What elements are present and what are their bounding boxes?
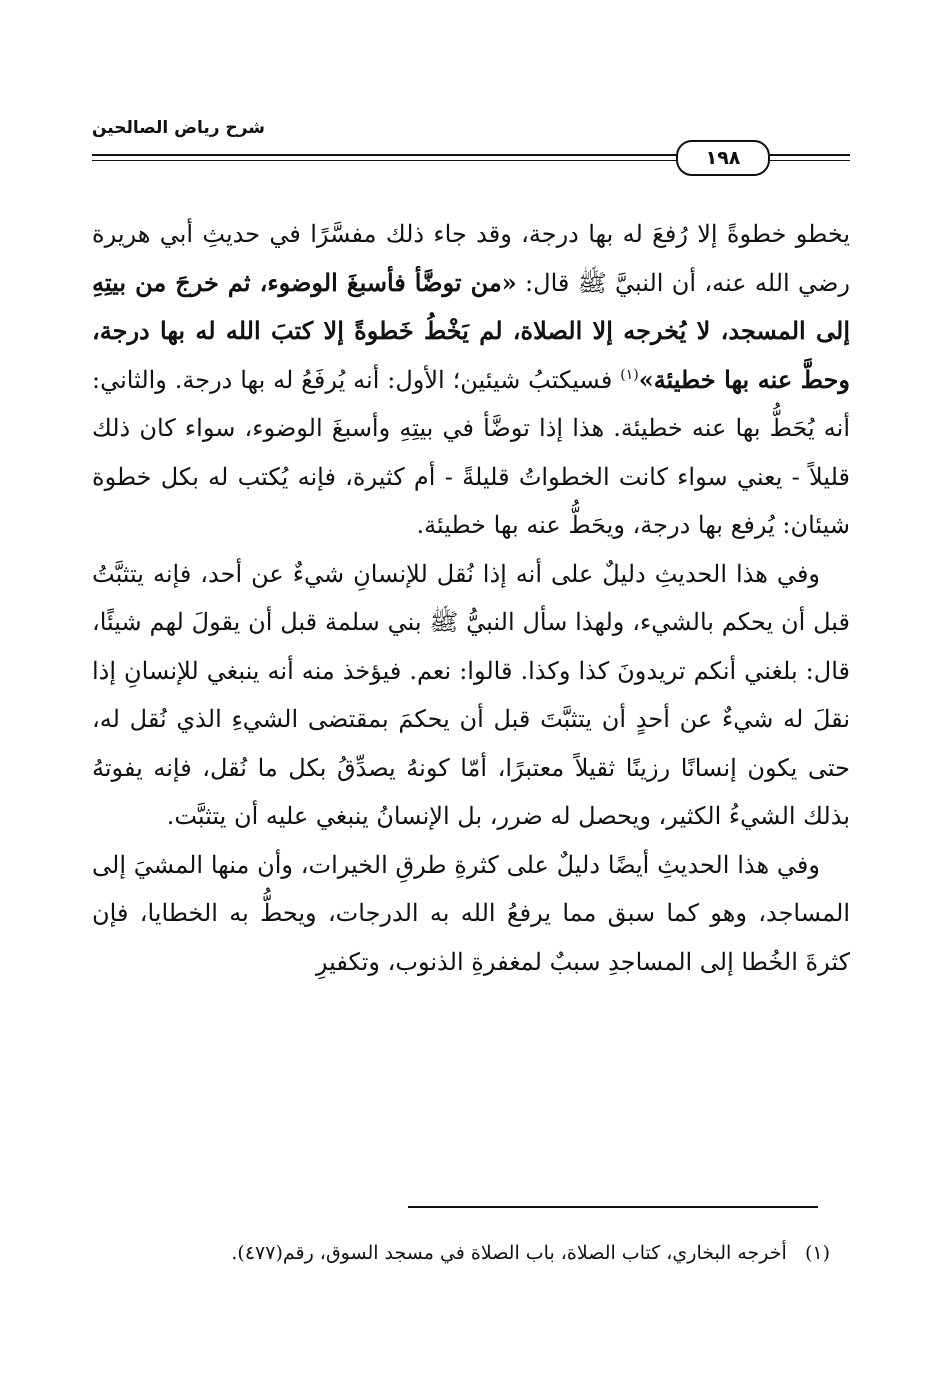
paragraph-1 bbox=[92, 210, 850, 550]
paragraph-2: وفي هذا الحديثِ دليلٌ على أنه إذا نُقل للإنسانِ شيءٌ عن أحد، فإنه يتثبَّتُ قبل أن يحكم بالشيء، ولهذا سأل النبيُّ ﷺ بني سلمة قبل أن يقولَ لهم شيئًا، قال: بلغني أنكم تريدونَ كذا وكذا. قالوا: نعم. فيؤخذ منه أنه ينبغي للإنسانِ إذا نقلَ له شيءٌ عن أحدٍ أن يتثبَّتَ قبل أن يحكمَ بمقتضى الشيءِ الذي نُقل له، حتى يكون إنسانًا رزينًا ثقيلاً معتبرًا، أمّا كونهُ يصدِّقُ بكل ما نُقل، فإنه يفوتهُ بذلك الشيءُ الكثير، ويحصل له ضرر، بل الإنسانُ ينبغي عليه أن يتثبَّت. bbox=[92, 559, 850, 830]
hadith-quote: «من توضَّأ فأسبغَ الوضوء، ثم خرجَ من بيتِهِ إلى المسجد، لا يُخرجه إلا الصلاة، لم يَخْطُ خَطوةً إلا كتبَ الله له بها درجة، وحطَّ عنه بها خطيئة» bbox=[92, 267, 850, 394]
page-number-badge: ١٩٨ bbox=[676, 140, 770, 176]
main-text bbox=[92, 210, 850, 986]
paragraph-1-explanation: فسيكتبُ شيئين؛ الأول: أنه يُرفَعُ له بها درجة. والثاني: أنه يُحَطُّ بها عنه خطيئة. هذا إذا توضَّأ في بيتِهِ وأسبغَ الوضوء، سواء كان ذلك قليلاً - يعني سواء كانت الخطواتُ قليلةً - أم كثيرة، فإنه يُكتب له بكل خطوة شيئان: يُرفع بها درجة، ويحَطُّ عنه بها خطيئة. bbox=[92, 365, 850, 539]
running-header-title: شرح رياض الصالحين bbox=[92, 118, 266, 138]
footnote-reference[interactable]: (١) bbox=[620, 366, 639, 383]
footnote-text: أخرجه البخاري، كتاب الصلاة، باب الصلاة في مسجد السوق، رقم(٤٧٧). bbox=[231, 1242, 787, 1264]
footnote-marker: (١) bbox=[804, 1242, 830, 1264]
paragraph-1-intro: يخطو خطوةً إلا رُفعَ له بها درجة، وقد جاء ذلك مفسَّرًا في حديثِ أبي هريرة رضي الله عنه، أن النبيَّ ﷺ قال: bbox=[92, 220, 851, 297]
footnote bbox=[150, 1238, 830, 1268]
paragraph-3: وفي هذا الحديثِ أيضًا دليلٌ على كثرةِ طرقِ الخيرات، وأن منها المشيَ إلى المساجد، وهو كما سبق مما يرفعُ الله به الدرجات، ويحطُّ به الخطايا، فإن كثرةَ الخُطا إلى المساجدِ سببٌ لمغفرةِ الذنوب، وتكفيرِ bbox=[92, 850, 850, 976]
footnote-separator bbox=[408, 1206, 818, 1208]
